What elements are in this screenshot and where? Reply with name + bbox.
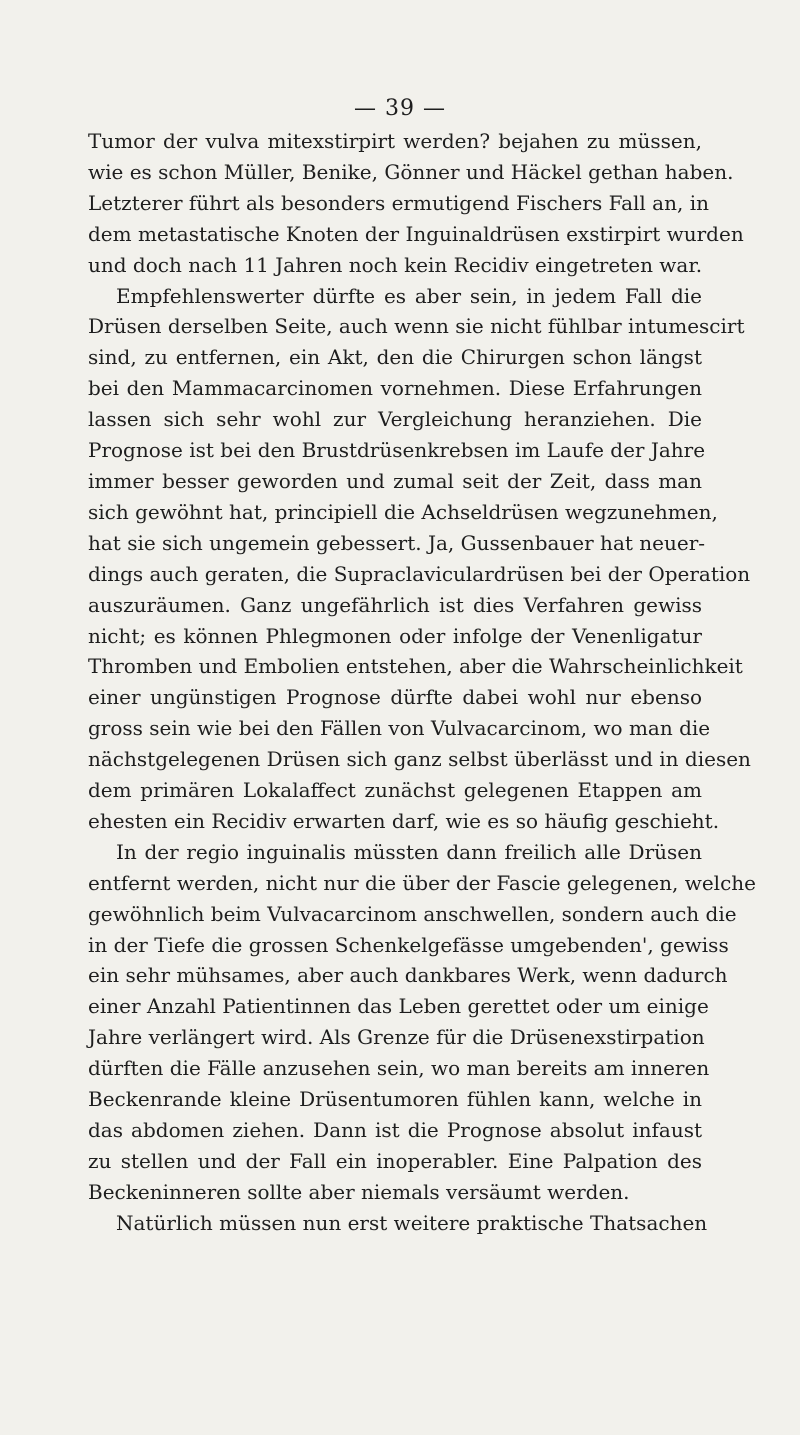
- text-line: und doch nach 11 Jahren noch kein Recidiv eingetreten war.: [88, 252, 703, 277]
- text-line: auszuräumen. Ganz ungefährlich ist dies Verfahren gewiss: [88, 592, 702, 617]
- text-line: dem primären Lokalaffect zunächst gelegenen Etappen am: [88, 778, 702, 803]
- page-number: — 39 —: [354, 96, 446, 121]
- text-line: ein sehr mühsames, aber auch dankbares Werk, wenn dadurch: [88, 963, 728, 988]
- text-line: Natürlich müssen nun erst weitere praktische Thatsachen: [116, 1210, 708, 1235]
- text-line: hat sie sich ungemein gebessert. Ja, Gussenbauer hat neuer-: [88, 530, 706, 555]
- paragraph: [88, 837, 756, 1208]
- paragraph: [88, 126, 744, 281]
- text-line: Beckeninneren sollte aber niemals versäumt werden.: [88, 1179, 630, 1204]
- text-line: Beckenrande kleine Drüsentumoren fühlen kann, welche in: [88, 1087, 702, 1112]
- text-line: Empfehlenswerter dürfte es aber sein, in jedem Fall die: [116, 283, 702, 308]
- text-line: einer Anzahl Patientinnen das Leben gerettet oder um einige: [88, 994, 709, 1019]
- text-line: bei den Mammacarcinomen vornehmen. Diese Erfahrungen: [88, 376, 702, 401]
- text-line: Drüsen derselben Seite, auch wenn sie nicht fühlbar intumescirt: [88, 314, 745, 339]
- text-line: gewöhnlich beim Vulvacarcinom anschwellen, sondern auch die: [88, 901, 737, 926]
- text-line: einer ungünstigen Prognose dürfte dabei wohl nur ebenso: [88, 685, 702, 710]
- paragraph: [88, 281, 751, 837]
- text-line: Letzterer führt als besonders ermutigend Fischers Fall an, in: [88, 190, 709, 215]
- text-line: sich gewöhnt hat, principiell die Achseldrüsen wegzunehmen,: [88, 499, 718, 524]
- text-line: dem metastatische Knoten der Inguinaldrüsen exstirpirt wurden: [88, 221, 744, 246]
- text-line: entfernt werden, nicht nur die über der Fascie gelegenen, welche: [88, 870, 756, 895]
- text-line: Jahre verlängert wird. Als Grenze für die Drüsenexstirpation: [88, 1025, 705, 1050]
- text-line: wie es schon Müller, Benike, Gönner und Häckel gethan haben.: [88, 159, 734, 184]
- text-line: Thromben und Embolien entstehen, aber die Wahrscheinlichkeit: [88, 654, 743, 679]
- text-line: Prognose ist bei den Brustdrüsenkrebsen im Laufe der Jahre: [88, 438, 706, 463]
- text-line: lassen sich sehr wohl zur Vergleichung heranziehen. Die: [88, 407, 702, 432]
- text-line: sind, zu entfernen, ein Akt, den die Chirurgen schon längst: [88, 345, 702, 370]
- text-line: gross sein wie bei den Fällen von Vulvacarcinom, wo man die: [88, 716, 711, 741]
- text-line: dings auch geraten, die Supraclaviculardrüsen bei der Operation: [88, 561, 751, 586]
- text-line: zu stellen und der Fall ein inoperabler. Eine Palpation des: [88, 1148, 702, 1173]
- text-line: ehesten ein Recidiv erwarten darf, wie es so häufig geschieht.: [88, 808, 720, 833]
- text-line: immer besser geworden und zumal seit der Zeit, dass man: [88, 468, 702, 493]
- text-line: in der Tiefe die grossen Schenkelgefässe umgebenden', gewiss: [88, 932, 729, 957]
- text-line: Tumor der vulva mitexstirpirt werden? bejahen zu müssen,: [88, 129, 702, 153]
- text-line: dürften die Fälle anzusehen sein, wo man bereits am inneren: [88, 1056, 710, 1081]
- paragraph: [88, 1208, 708, 1239]
- text-line: nächstgelegenen Drüsen sich ganz selbst überlässt und in diesen: [88, 747, 751, 772]
- text-line: In der regio inguinalis müssten dann freilich alle Drüsen: [116, 839, 702, 864]
- text-line: nicht; es können Phlegmonen oder infolge der Venenligatur: [88, 623, 702, 648]
- text-line: das abdomen ziehen. Dann ist die Prognose absolut infaust: [88, 1118, 702, 1142]
- body-text: [88, 126, 756, 1239]
